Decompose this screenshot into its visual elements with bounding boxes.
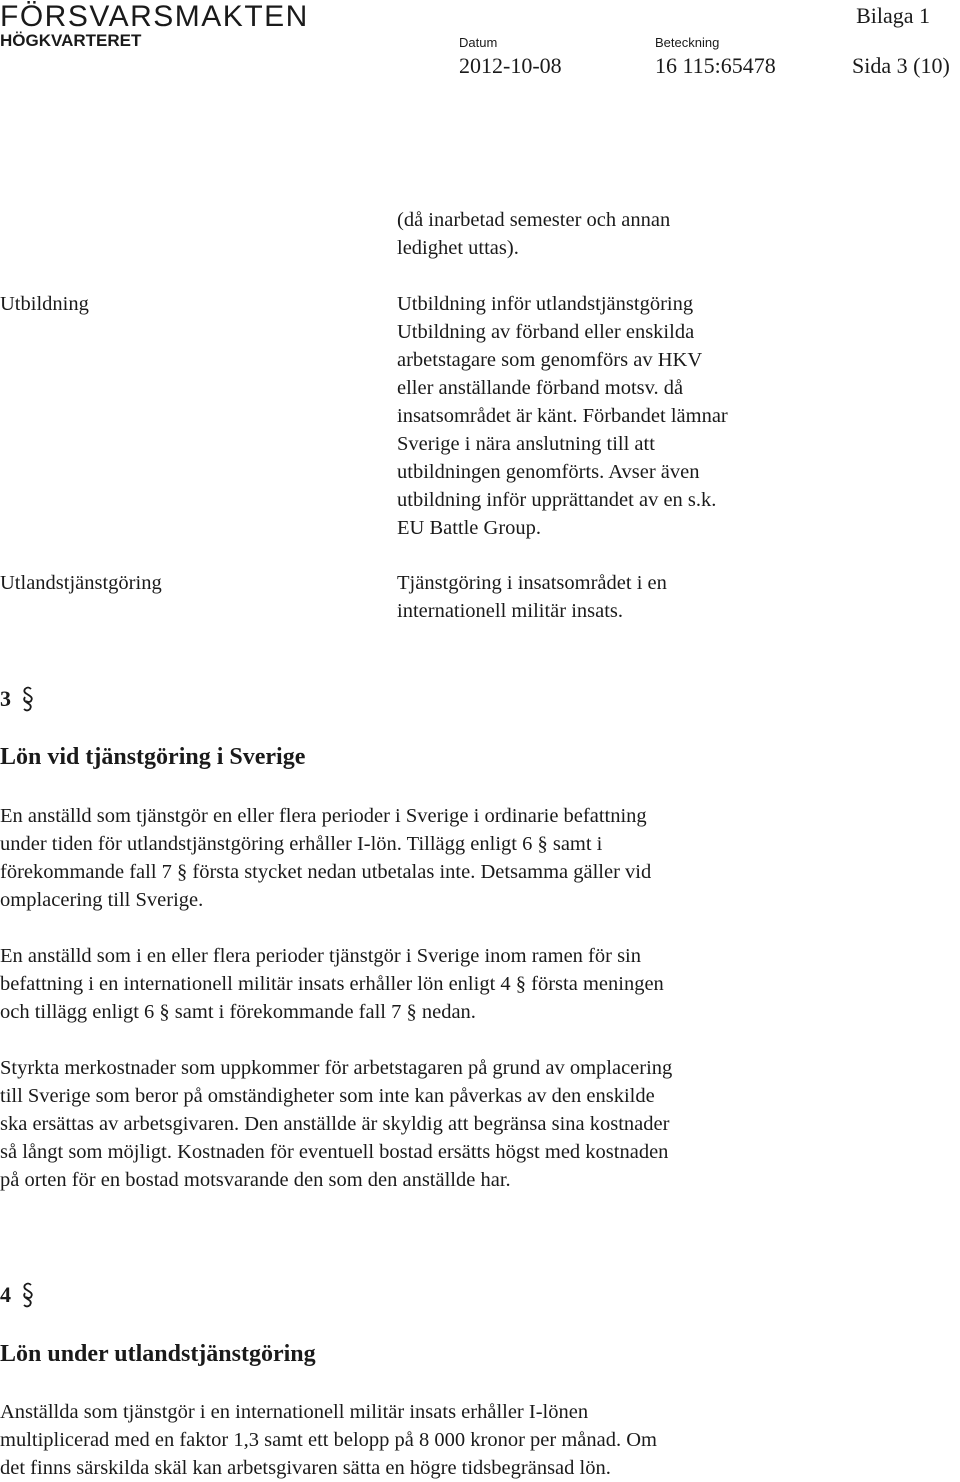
definition-line: (då inarbetad semester och annan (397, 209, 671, 231)
paragraph-line: Styrkta merkostnader som uppkommer för arbetstagaren på grund av omplacering (0, 1057, 673, 1079)
attachment-label: Bilaga 1 (856, 3, 930, 28)
paragraph-line: En anställd som i en eller flera perioder tjänstgör i Sverige inom ramen för sin (0, 945, 642, 967)
section-number-value: 3 (0, 686, 11, 711)
paragraph-line: det finns särskilda skäl kan arbetsgivaren sätta en högre tidsbegränsad lön. (0, 1457, 611, 1479)
definition-line: eller anställande förband motsv. då (397, 377, 684, 399)
paragraph-line: ska ersättas av arbetsgivaren. Den anställde är skyldig att begränsa sina kostnader (0, 1113, 670, 1135)
definition-utlandstjanstgoring (397, 569, 817, 625)
paragraph-line: omplacering till Sverige. (0, 889, 204, 911)
date-label: Datum (459, 35, 498, 50)
definition-line: Utbildning av förband eller enskilda (397, 321, 695, 343)
paragraph-line: multiplicerad med en faktor 1,3 samt ett belopp på 8 000 kronor per månad. Om (0, 1429, 657, 1451)
paragraph-line: så långt som möjligt. Kostnaden för eventuell bostad ersätts högst med kostnaden (0, 1141, 669, 1163)
section-title: Lön vid tjänstgöring i Sverige (0, 744, 306, 770)
definition-line: insatsområdet är känt. Förbandet lämnar (397, 405, 728, 427)
definition-line: Tjänstgöring i insatsområdet i en (397, 572, 667, 594)
term-utbildning: Utbildning (0, 293, 89, 315)
paragraph-line: och tillägg enligt 6 § samt i förekommande fall 7 § nedan. (0, 1001, 476, 1023)
paragraph-line: under tiden för utlandstjänstgöring erhåller I-lön. Tillägg enligt 6 § samt i (0, 833, 603, 855)
section-title: Lön under utlandstjänstgöring (0, 1341, 316, 1367)
definition-line: arbetstagare som genomförs av HKV (397, 349, 703, 371)
paragraph (0, 1054, 810, 1194)
paragraph-line: En anställd som tjänstgör en eller flera perioder i Sverige i ordinarie befattning (0, 805, 647, 827)
paragraph-line: på orten för en bostad motsvarande den som den anställde har. (0, 1169, 511, 1191)
paragraph-line: förekommande fall 7 § första stycket nedan utbetalas inte. Detsamma gäller vid (0, 861, 652, 883)
section-number (0, 1280, 35, 1310)
paragraph (0, 802, 810, 914)
definition-utbildning (397, 290, 817, 542)
definition-line: Sverige i nära anslutning till att (397, 433, 655, 455)
paragraph (0, 942, 810, 1026)
definition-line: internationell militär insats. (397, 600, 624, 622)
section-number (0, 684, 35, 714)
definition-line: Utbildning inför utlandstjänstgöring (397, 293, 694, 315)
definition-line: EU Battle Group. (397, 517, 542, 539)
date-value: 2012-10-08 (459, 53, 562, 78)
reference-value: 16 115:65478 (655, 53, 776, 78)
paragraph-line: till Sverige som beror på omständigheter som inte kan påverkas av den enskilde (0, 1085, 655, 1107)
reference-label: Beteckning (655, 35, 720, 50)
page-number: Sida 3 (10) (852, 53, 950, 78)
section-sign-icon (21, 1282, 35, 1308)
paragraph-line: befattning i en internationell militär insats erhåller lön enligt 4 § första meningen (0, 973, 664, 995)
organization-name: FÖRSVARSMAKTEN (0, 0, 309, 33)
term-utlandstjanstgoring: Utlandstjänstgöring (0, 572, 162, 594)
definition-line: utbildning inför upprättandet av en s.k. (397, 489, 717, 511)
paragraph-line: Anställda som tjänstgör i en internationell militär insats erhåller I-lönen (0, 1401, 589, 1423)
section-number-value: 4 (0, 1282, 11, 1307)
definition-line: ledighet uttas). (397, 237, 519, 259)
organization-unit: HÖGKVARTERET (0, 31, 142, 50)
paragraph (0, 1398, 810, 1482)
definition-continuation (397, 206, 817, 262)
section-sign-icon (21, 686, 35, 712)
definition-line: utbildningen genomförts. Avser även (397, 461, 700, 483)
